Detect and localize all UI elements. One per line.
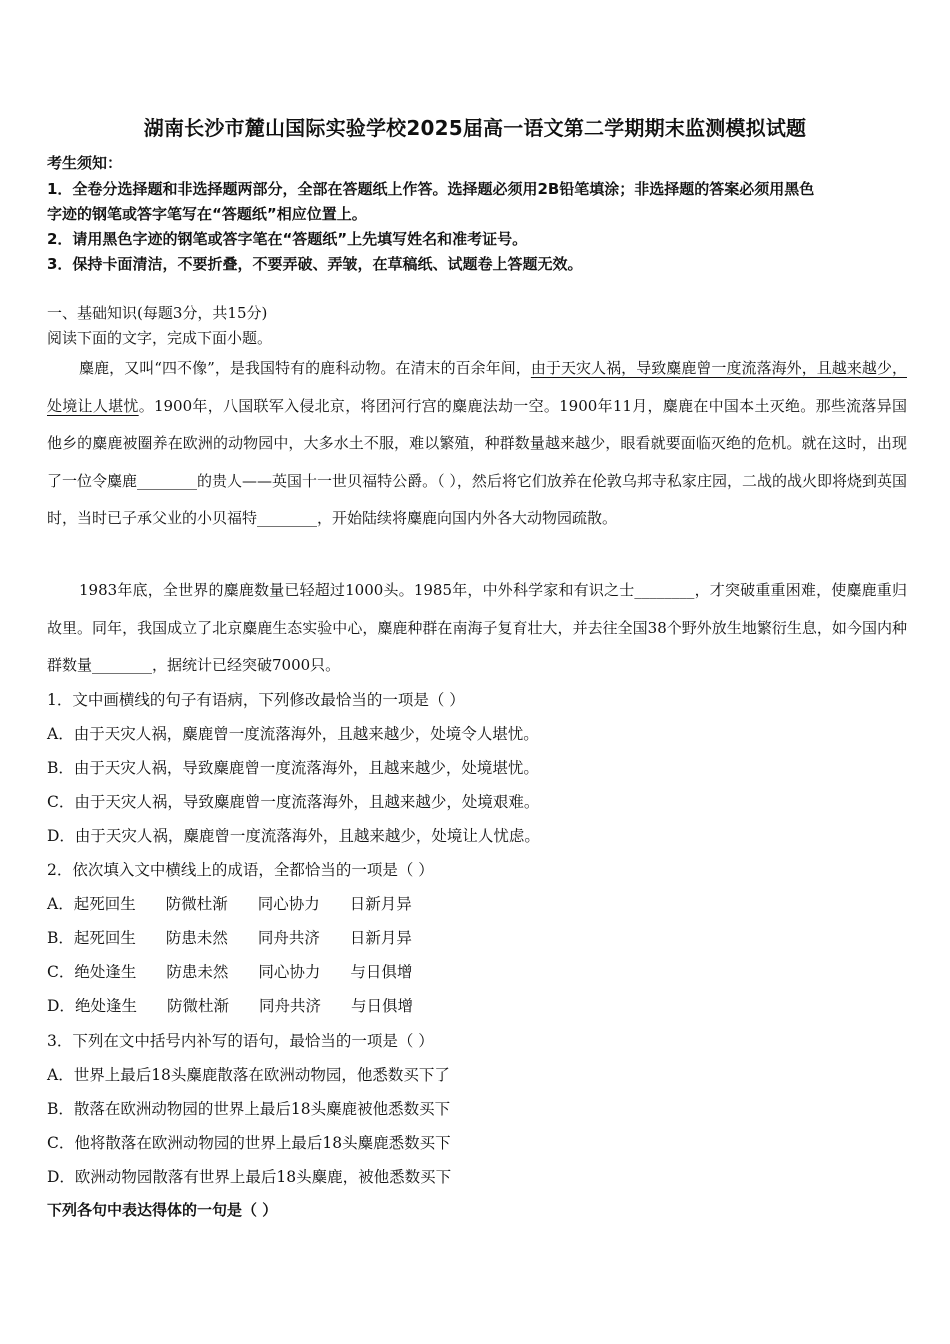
option-label: C． bbox=[47, 963, 75, 981]
option-word: 防患未然 bbox=[165, 929, 228, 947]
question-1-option-c: C．由于天灾人祸，导致麋鹿曾一度流落海外，且越来越少，处境艰难。 bbox=[47, 793, 540, 811]
option-word: 与日俱增 bbox=[350, 997, 413, 1015]
question-3-option-d: D．欧洲动物园散落有世界上最后18头麋鹿，被他悉数买下 bbox=[47, 1168, 452, 1186]
notice-item: 3．保持卡面清洁，不要折叠，不要弄破、弄皱，在草稿纸、试题卷上答题无效。 bbox=[47, 255, 583, 273]
notice-item: 1．全卷分选择题和非选择题两部分，全部在答题纸上作答。选择题必须用2B铅笔填涂；非选择题的答案必须用黑色 bbox=[47, 180, 815, 198]
option-label: A． bbox=[47, 895, 74, 913]
page-title: 湖南长沙市麓山国际实验学校2025届高一语文第二学期期末监测模拟试题 bbox=[143, 116, 807, 140]
passage-paragraph-2 bbox=[47, 572, 907, 685]
passage-text: 麋鹿，又叫“四不像”，是我国特有的鹿科动物。在清末的百余年间， bbox=[79, 359, 531, 377]
question-2-option-d bbox=[47, 994, 413, 1016]
question-2-option-c bbox=[47, 960, 412, 982]
question-4-stem: 下列各句中表达得体的一句是（ ） bbox=[47, 1201, 278, 1219]
question-3-option-c: C．他将散落在欧洲动物园的世界上最后18头麋鹿悉数买下 bbox=[47, 1134, 451, 1152]
option-word: 同心协力 bbox=[258, 963, 321, 981]
notice-heading: 考生须知： bbox=[47, 154, 123, 172]
option-word: 绝处逢生 bbox=[74, 963, 137, 981]
option-word: 同舟共济 bbox=[258, 997, 321, 1015]
option-word: 绝处逢生 bbox=[74, 997, 137, 1015]
option-word: 起死回生 bbox=[73, 895, 136, 913]
question-3-option-b: B．散落在欧洲动物园的世界上最后18头麋鹿被他悉数买下 bbox=[47, 1100, 451, 1118]
notice-item: 2．请用黑色字迹的钢笔或答字笔在“答题纸”上先填写姓名和准考证号。 bbox=[47, 230, 528, 248]
underlined-sentence: 由于天灾人祸，导致麋鹿曾一度流落海外，且越来越少，处境让人堪忧 bbox=[47, 359, 907, 415]
question-2-stem: 2．依次填入文中横线上的成语，全都恰当的一项是（ ） bbox=[47, 861, 434, 879]
passage-paragraph-1 bbox=[47, 350, 907, 538]
option-word: 日新月异 bbox=[349, 929, 412, 947]
question-1-stem: 1．文中画横线的句子有语病，下列修改最恰当的一项是（ ） bbox=[47, 691, 465, 709]
question-2-option-a bbox=[47, 892, 412, 914]
question-1-option-b: B．由于天灾人祸，导致麋鹿曾一度流落海外，且越来越少，处境堪忧。 bbox=[47, 759, 539, 777]
option-label: D． bbox=[47, 997, 75, 1015]
option-word: 日新月异 bbox=[349, 895, 412, 913]
option-word: 防微杜渐 bbox=[165, 895, 228, 913]
question-3-stem: 3．下列在文中括号内补写的语句，最恰当的一项是（ ） bbox=[47, 1032, 434, 1050]
option-word: 与日俱增 bbox=[350, 963, 413, 981]
question-1-option-a: A．由于天灾人祸，麋鹿曾一度流落海外，且越来越少，处境令人堪忧。 bbox=[47, 725, 539, 743]
question-3-option-a: A．世界上最后18头麋鹿散落在欧洲动物园，他悉数买下了 bbox=[47, 1066, 450, 1084]
option-word: 防微杜渐 bbox=[166, 997, 229, 1015]
option-word: 起死回生 bbox=[73, 929, 136, 947]
section-heading: 一、基础知识(每题3分，共15分) bbox=[47, 304, 268, 322]
option-label: B． bbox=[47, 929, 74, 947]
option-word: 同舟共济 bbox=[257, 929, 320, 947]
option-word: 同心协力 bbox=[257, 895, 320, 913]
question-1-option-d: D．由于天灾人祸，麋鹿曾一度流落海外，且越来越少，处境让人忧虑。 bbox=[47, 827, 540, 845]
question-2-option-b bbox=[47, 926, 412, 948]
passage-text: 。1900年，八国联军入侵北京，将团河行宫的麋鹿法劫一空。1900年11月，麋鹿在中国本土灭绝。那些流落异国他乡的麋鹿被圈养在欧洲的动物园中，大多水土不服，难以繁殖，种群数量越来越少，眼看就要面临灭绝的危机。就在这时，出现了一位令麋鹿________的贵人——英国十一世贝福特公爵。（ ），然后将它们放养在伦敦乌邦寺私家庄园，二战的战火即将烧到英国时，当时已子承父业的小贝福特________，开始陆续将麋鹿向国内外各大动物园疏散。 bbox=[47, 396, 907, 527]
passage-text: 1983年底，全世界的麋鹿数量已轻超过1000头。1985年，中外科学家和有识之士________，才突破重重困难，使麋鹿重归故里。同年，我国成立了北京麋鹿生态实验中心，麋鹿种群在南海子复育壮大，并去往全国38个野外放生地繁衍生息，如今国内种群数量________，据统计已经突破7000只。 bbox=[47, 581, 907, 674]
section-instruction: 阅读下面的文字，完成下面小题。 bbox=[47, 329, 273, 347]
option-word: 防患未然 bbox=[166, 963, 229, 981]
notice-item: 字迹的钢笔或答字笔写在“答题纸”相应位置上。 bbox=[47, 205, 367, 223]
